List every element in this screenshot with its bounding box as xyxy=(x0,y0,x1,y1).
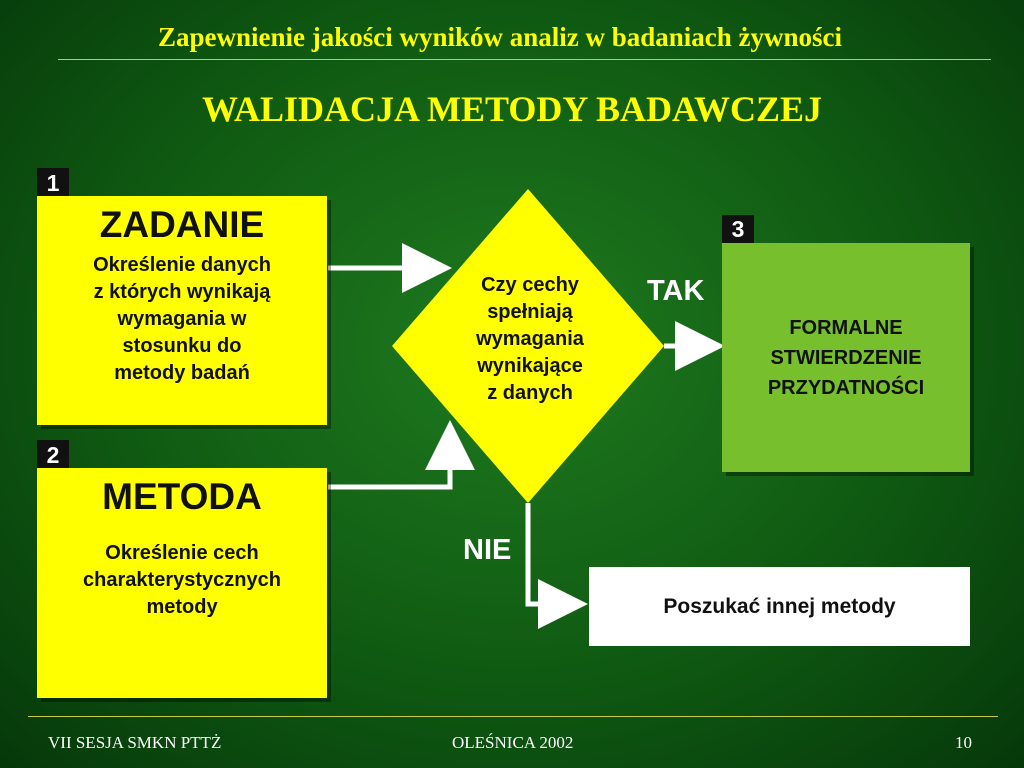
zadanie-line: metody badań xyxy=(114,362,250,384)
zadanie-line: z których wynikają xyxy=(93,281,271,303)
alternative-method-box: Poszukać innej metody xyxy=(589,567,970,646)
metoda-line: metody xyxy=(146,596,218,618)
zadanie-line: wymagania w xyxy=(117,308,247,330)
step-3-badge: 3 xyxy=(722,215,754,243)
metoda-box xyxy=(37,468,327,698)
decision-line: wynikające xyxy=(477,355,583,377)
zadanie-description xyxy=(37,252,327,387)
zadanie-line: Określenie danych xyxy=(93,254,271,276)
step-1-badge: 1 xyxy=(37,168,69,198)
arrow-nie xyxy=(528,503,568,604)
metoda-heading: METODA xyxy=(102,476,262,517)
footer-event: VII SESJA SMKN PTTŻ xyxy=(48,733,222,752)
metoda-line: Określenie cech xyxy=(105,542,259,564)
zadanie-heading: ZADANIE xyxy=(99,204,265,245)
decision-line: spełniają xyxy=(487,301,573,323)
yes-label: TAK xyxy=(647,275,705,307)
presentation-subtitle: Zapewnienie jakości wyników analiz w badaniach żywności xyxy=(157,22,843,52)
approval-line: PRZYDATNOŚCI xyxy=(767,376,925,399)
arrow-metoda-to-decision xyxy=(328,440,450,487)
decision-line: wymagania xyxy=(476,328,584,350)
footer-divider xyxy=(28,716,998,717)
decision-line: Czy cechy xyxy=(481,274,579,296)
approval-line: STWIERDZENIE xyxy=(770,346,922,369)
zadanie-box xyxy=(37,196,327,425)
page-number: 10 xyxy=(955,733,972,752)
decision-line: z danych xyxy=(487,382,573,404)
slide-title: WALIDACJA METODY BADAWCZEJ xyxy=(201,89,823,129)
formal-approval-box xyxy=(722,243,970,472)
no-label: NIE xyxy=(463,534,512,566)
footer-location: OLEŚNICA 2002 xyxy=(452,733,574,752)
metoda-description xyxy=(37,540,327,621)
zadanie-line: stosunku do xyxy=(122,335,242,357)
decision-question xyxy=(430,272,630,407)
approval-line: FORMALNE xyxy=(789,316,903,339)
metoda-line: charakterystycznych xyxy=(83,569,281,591)
step-2-badge: 2 xyxy=(37,440,69,470)
